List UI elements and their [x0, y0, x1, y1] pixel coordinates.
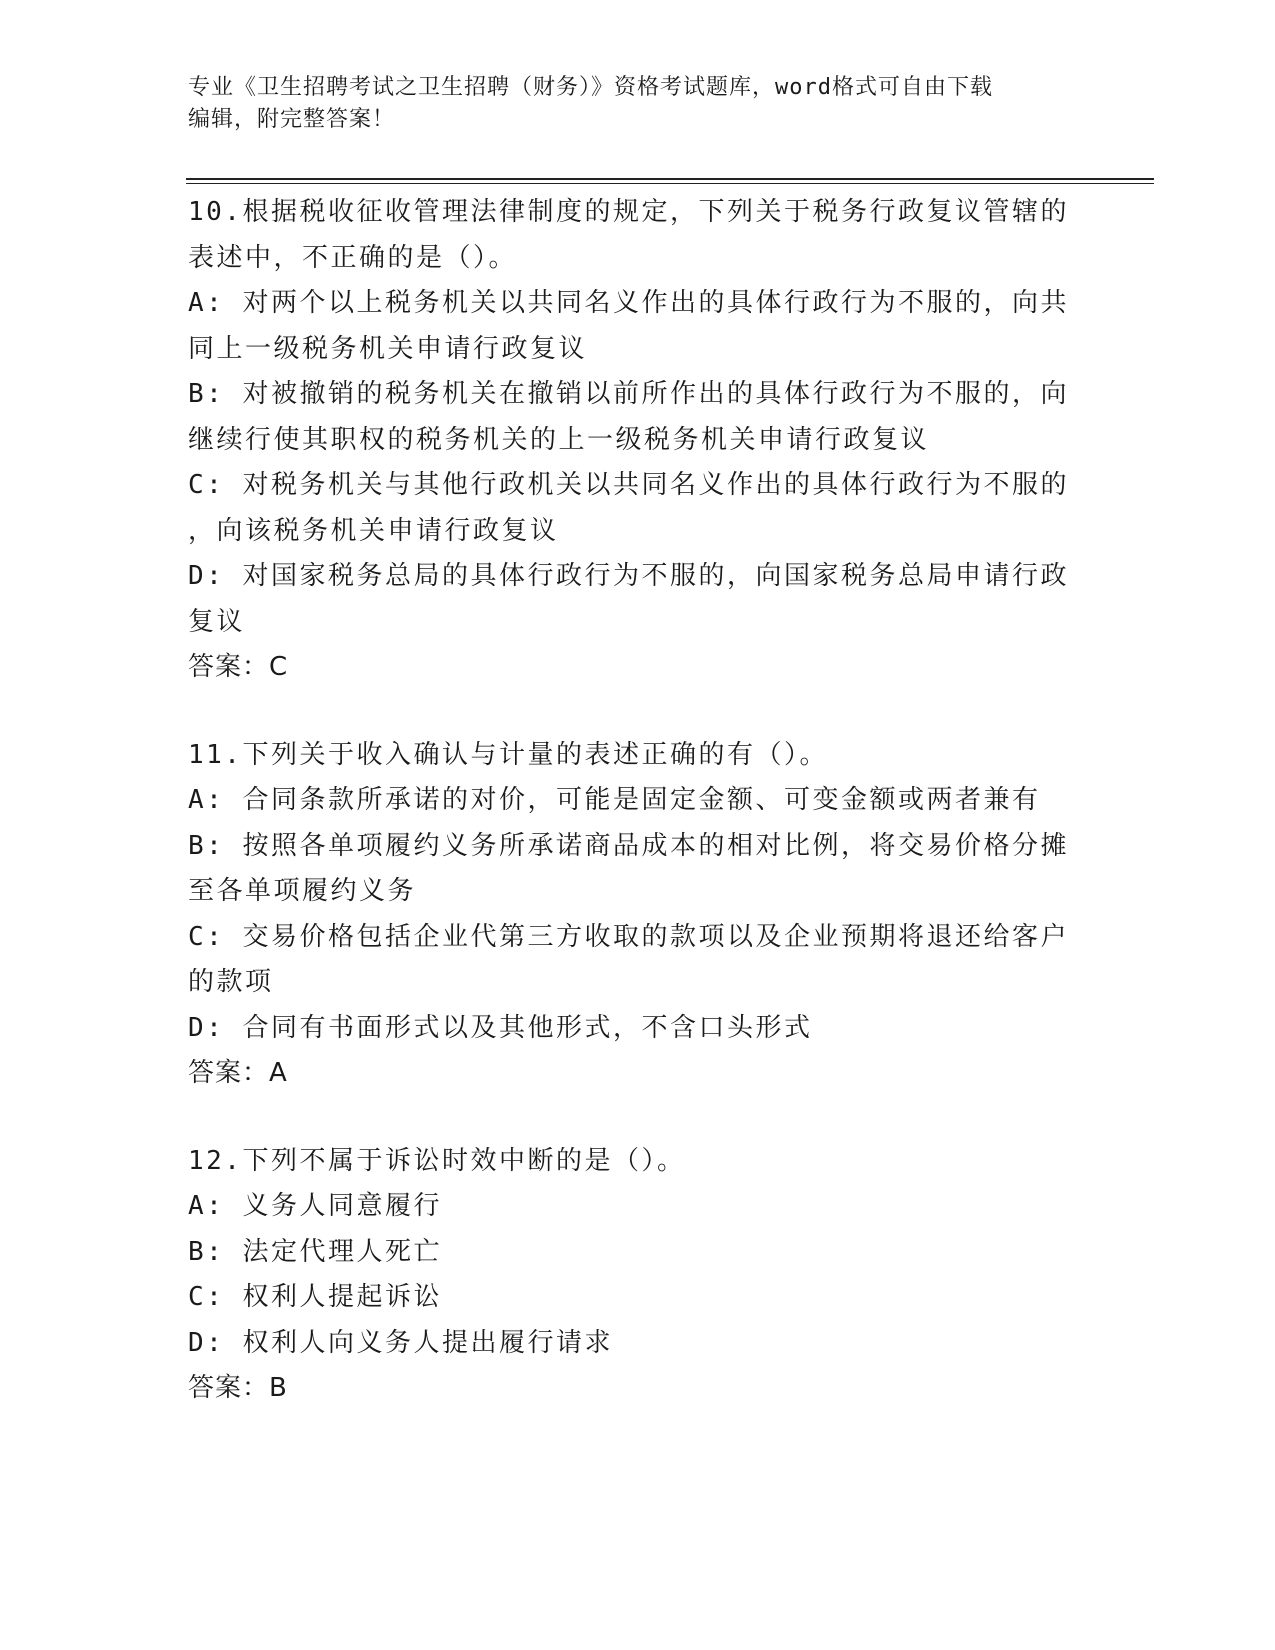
- option-c: C: 权利人提起诉讼: [188, 1282, 442, 1312]
- option-a: A: 对两个以上税务机关以共同名义作出的具体行政行为不服的，向共: [188, 288, 1069, 318]
- question-10: [188, 190, 1088, 691]
- header-divider-thin: [186, 183, 1154, 184]
- header-divider-thick: [186, 178, 1154, 180]
- answer-line: 答案：B: [188, 1373, 288, 1403]
- option-a: A: 合同条款所承诺的对价，可能是固定金额、可变金额或两者兼有: [188, 785, 1041, 815]
- option-c: C: 交易价格包括企业代第三方收取的款项以及企业预期将退还给客户: [188, 921, 1069, 952]
- option-d: D: 对国家税务总局的具体行政行为不服的，向国家税务总局申请行政: [188, 561, 1069, 591]
- document-header: [188, 72, 1068, 136]
- question-12: [188, 1139, 1088, 1412]
- option-b: B: 对被撤销的税务机关在撤销以前所作出的具体行政行为不服的，向: [188, 379, 1069, 409]
- question-list: [188, 190, 1088, 1454]
- option-c: C: 对税务机关与其他行政机关以共同名义作出的具体行政行为不服的: [188, 470, 1069, 500]
- option-d: D: 权利人向义务人提出履行请求: [188, 1327, 613, 1358]
- question-11: [188, 733, 1088, 1097]
- option-c: ，向该税务机关申请行政复议: [188, 515, 559, 546]
- option-c: 的款项: [188, 967, 274, 997]
- option-b: 继续行使其职权的税务机关的上一级税务机关申请行政复议: [188, 424, 930, 455]
- header-line-2: 编辑，附完整答案！: [188, 107, 396, 132]
- option-a: 同上一级税务机关申请行政复议: [188, 333, 588, 364]
- option-b: B: 法定代理人死亡: [188, 1236, 442, 1267]
- question-stem: 11.下列关于收入确认与计量的表述正确的有（）。: [188, 739, 828, 770]
- header-line-1: 专业《卫生招聘考试之卫生招聘（财务）》资格考试题库，word格式可自由下载: [188, 75, 993, 100]
- question-stem: 12.下列不属于诉讼时效中断的是（）。: [188, 1145, 686, 1176]
- question-stem: 表述中，不正确的是（）。: [188, 242, 518, 273]
- option-d: D: 合同有书面形式以及其他形式，不含口头形式: [188, 1012, 813, 1043]
- option-d: 复议: [188, 606, 246, 637]
- option-a: A: 义务人同意履行: [188, 1191, 442, 1221]
- option-b: B: 按照各单项履约义务所承诺商品成本的相对比例，将交易价格分摊: [188, 830, 1069, 861]
- question-stem: 10.根据税收征收管理法律制度的规定，下列关于税务行政复议管辖的: [188, 197, 1069, 227]
- answer-line: 答案：C: [188, 652, 289, 682]
- option-b: 至各单项履约义务: [188, 876, 417, 906]
- answer-line: 答案：A: [188, 1058, 288, 1088]
